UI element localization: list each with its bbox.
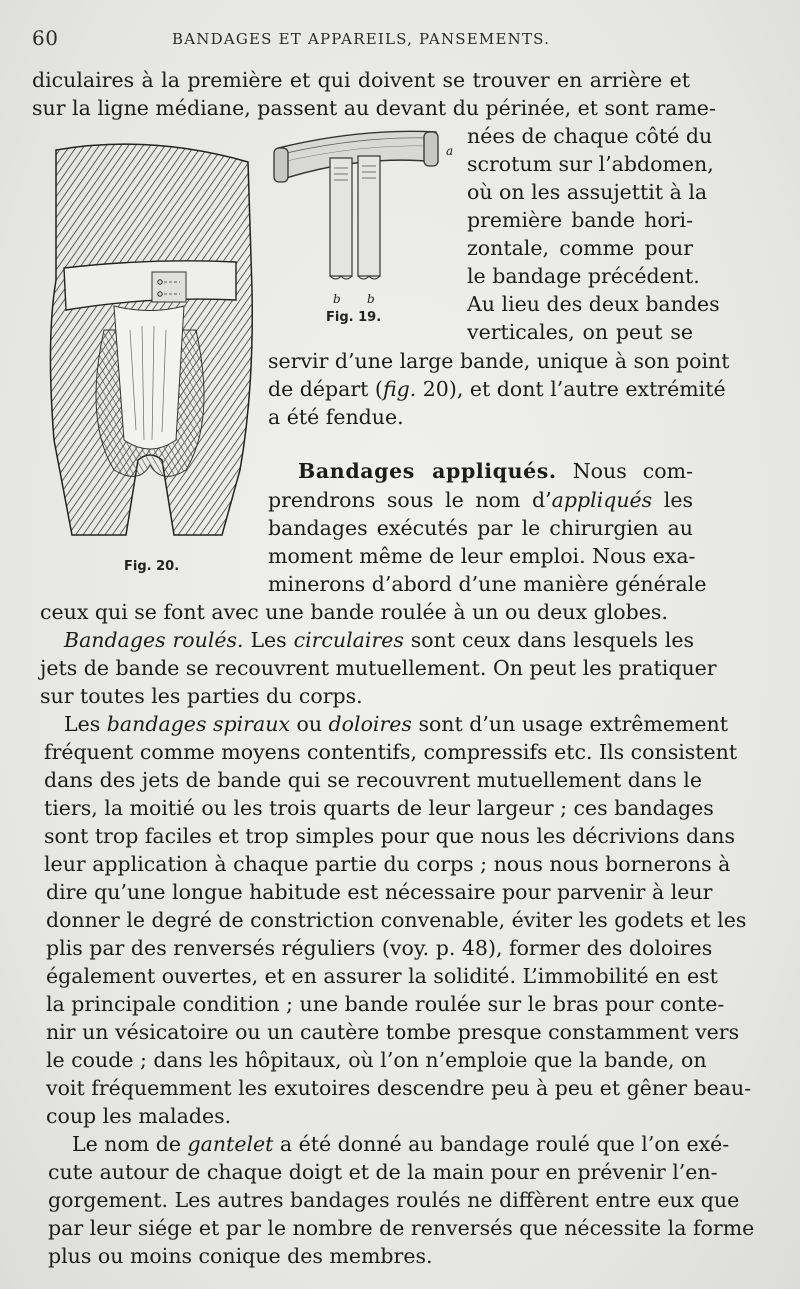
page-number: 60 (32, 26, 59, 50)
text-line: diculaires à la première et qui doivent se trouver en arrière et (32, 68, 690, 92)
text-line: Bandages appliqués. Nous com- (298, 459, 693, 483)
text-line: ceux qui se font avec une bande roulée à un ou deux globes. (40, 600, 668, 624)
text-line: Bandages roulés. Les circulaires sont ceux dans lesquels les (64, 628, 694, 652)
fig19-illustration (270, 128, 450, 298)
text-line: voit fréquemment les exutoires descendre peu à peu et gêner beau- (46, 1076, 752, 1100)
fig20-caption: Fig. 20. (124, 559, 180, 574)
text-line: prendrons sous le nom d’appliqués les (268, 488, 693, 512)
text-line: le bandage précédent. (467, 264, 700, 288)
fig19-letter-b: b (367, 292, 375, 306)
text-line: également ouvertes, et en assurer la solidité. L’immobilité en est (46, 964, 718, 988)
text-line: zontale, comme pour (467, 236, 693, 260)
text-line: plis par des renversés réguliers (voy. p. 48), former des doloires (46, 936, 713, 960)
text-line: servir d’une large bande, unique à son point (268, 349, 730, 373)
fig19-caption: Fig. 19. (326, 310, 382, 325)
text-line: plus ou moins conique des membres. (48, 1244, 433, 1268)
text-line: de départ (fig. 20), et dont l’autre extrémité (268, 377, 726, 401)
text-line: a été fendue. (268, 405, 404, 429)
text-line: cute autour de chaque doigt et de la main pour en prévenir l’en- (48, 1160, 718, 1184)
text-line: scrotum sur l’abdomen, (467, 152, 714, 176)
section-heading: Bandages appliqués. (298, 459, 557, 483)
text-line: Les bandages spiraux ou doloires sont d’un usage extrêmement (64, 712, 728, 736)
running-title: BANDAGES ET APPAREILS, PANSEMENTS. (172, 30, 551, 48)
text-line: sur toutes les parties du corps. (40, 684, 363, 708)
text-line: bandages exécutés par le chirurgien au (268, 516, 693, 540)
text-line: moment même de leur emploi. Nous exa- (268, 544, 696, 568)
text-line: dans des jets de bande qui se recouvrent mutuellement dans le (44, 768, 702, 792)
fig20-illustration (44, 140, 256, 540)
fig19-letter-b: b (333, 292, 341, 306)
text-line: nées de chaque côté du (467, 124, 713, 148)
text-line: dire qu’une longue habitude est nécessaire pour parvenir à leur (46, 880, 713, 904)
text-line: fréquent comme moyens contentifs, compressifs etc. Ils consistent (44, 740, 738, 764)
text-line: où on les assujettit à la (467, 180, 708, 204)
text-line: par leur siége et par le nombre de renversés que nécessite la forme (48, 1216, 755, 1240)
text-line: donner le degré de constriction convenable, éviter les godets et les (46, 908, 747, 932)
text-line: gorgement. Les autres bandages roulés ne diffèrent entre eux que (48, 1188, 740, 1212)
text-line: sont trop faciles et trop simples pour que nous les décrivions dans (44, 824, 736, 848)
text-line: première bande hori- (467, 208, 693, 232)
text-line: le coude ; dans les hôpitaux, où l’on n’emploie que la bande, on (46, 1048, 707, 1072)
fig19-letter-a: a (446, 144, 454, 158)
text-line: verticales, on peut se (467, 320, 693, 344)
text-line: leur application à chaque partie du corps ; nous nous bornerons à (44, 852, 731, 876)
text-line: tiers, la moitié ou les trois quarts de leur largeur ; ces bandages (44, 796, 714, 820)
text-line: coup les malades. (46, 1104, 232, 1128)
text-line: Au lieu des deux bandes (467, 292, 720, 316)
text-line: minerons d’abord d’une manière générale (268, 572, 707, 596)
text-line: sur la ligne médiane, passent au devant du périnée, et sont rame- (32, 96, 716, 120)
text-line: jets de bande se recouvrent mutuellement. On peut les pratiquer (40, 656, 717, 680)
text-line: nir un vésicatoire ou un cautère tombe presque constamment vers (46, 1020, 740, 1044)
text-line: la principale condition ; une bande roulée sur le bras pour conte- (46, 992, 725, 1016)
text-line: Le nom de gantelet a été donné au bandage roulé que l’on exé- (72, 1132, 730, 1156)
